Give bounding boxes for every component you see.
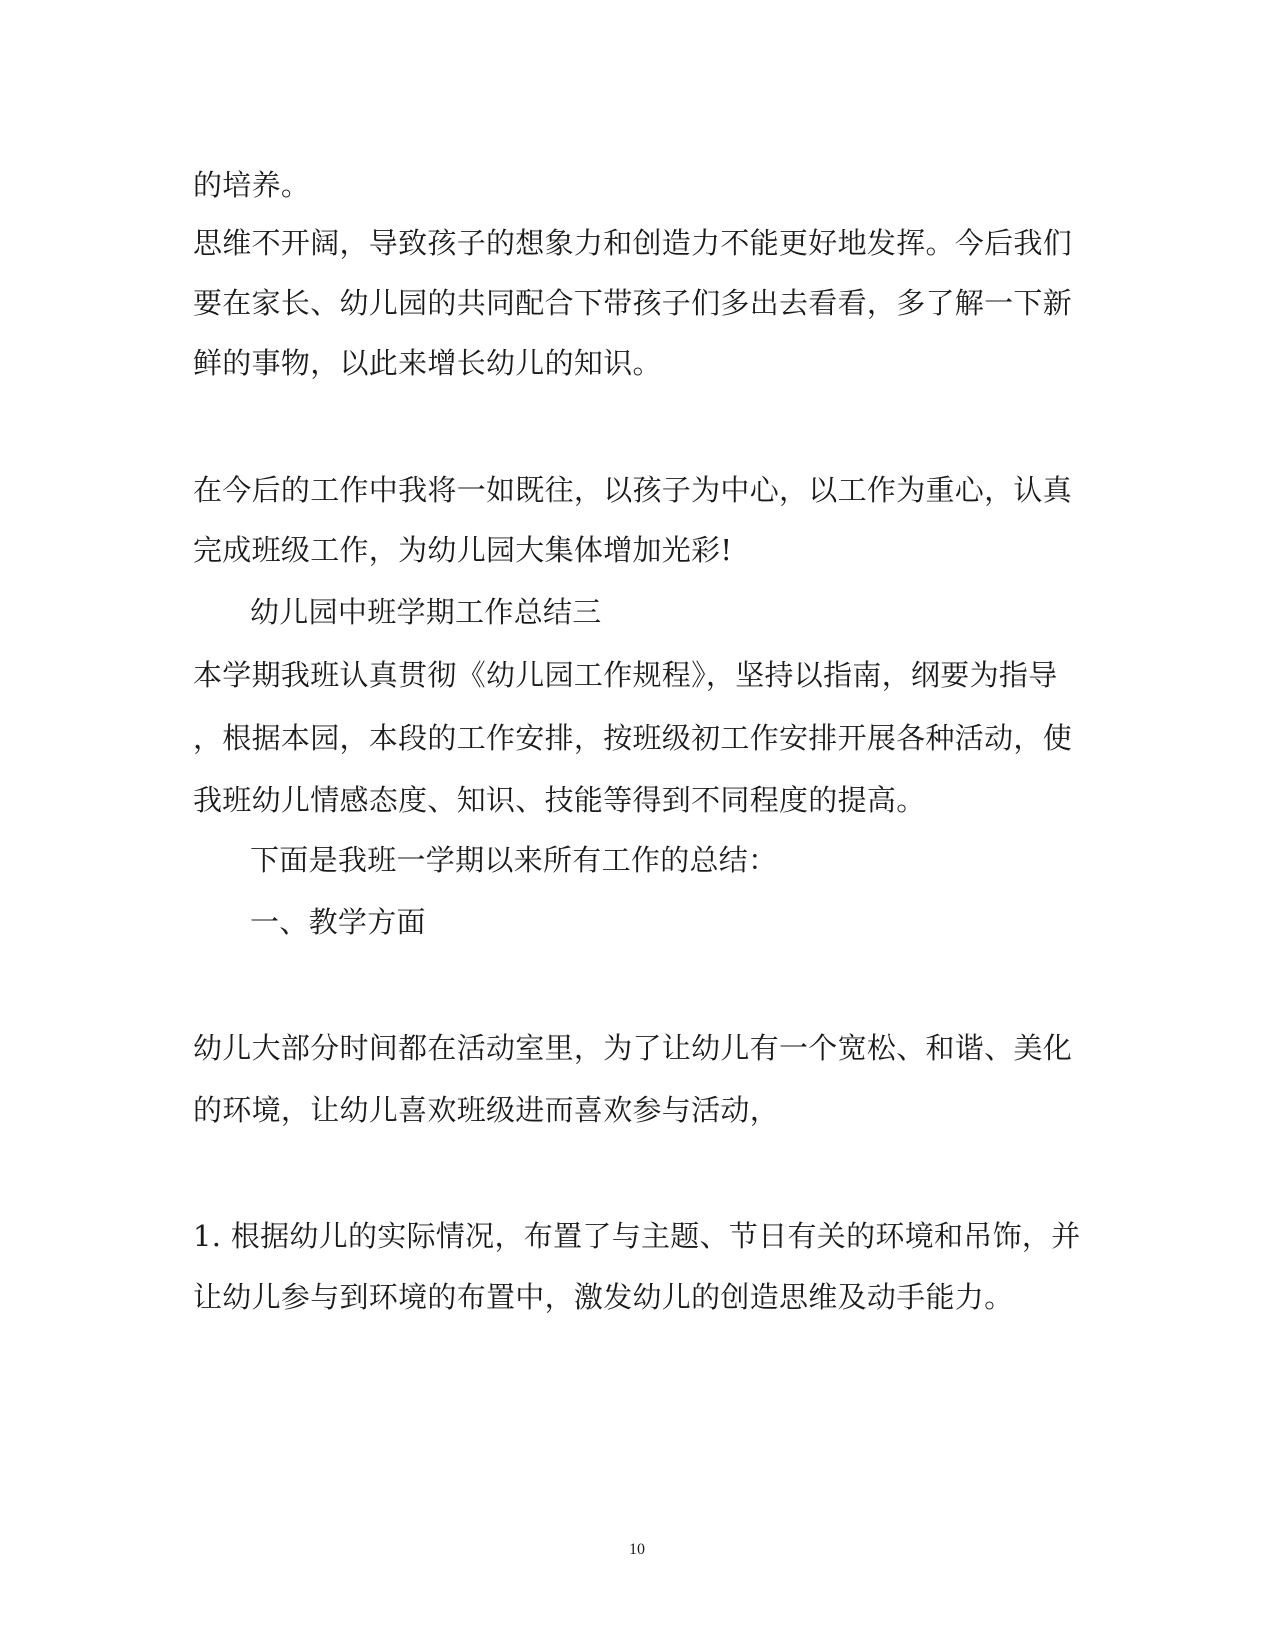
text-line: 我班幼儿情感态度、知识、技能等得到不同程度的提高。: [193, 783, 926, 817]
text-line: 的环境，让幼儿喜欢班级进而喜欢参与活动，: [193, 1093, 780, 1127]
text-line: 思维不开阔，导致孩子的想象力和创造力不能更好地发挥。今后我们: [193, 226, 1073, 260]
text-line: 的培养。: [193, 168, 311, 202]
text-line: ，根据本园，本段的工作安排，按班级初工作安排开展各种活动，使: [193, 721, 1073, 755]
text-line: 要在家长、幼儿园的共同配合下带孩子们多出去看看，多了解一下新: [193, 286, 1073, 320]
text-line: 在今后的工作中我将一如既往，以孩子为中心，以工作为重心，认真: [193, 473, 1073, 507]
section-heading: 幼儿园中班学期工作总结三: [250, 595, 602, 629]
list-item-text: 让幼儿参与到环境的布置中，激发幼儿的创造思维及动手能力。: [193, 1280, 1014, 1314]
text-line: 幼儿大部分时间都在活动室里，为了让幼儿有一个宽松、和谐、美化: [193, 1031, 1073, 1065]
text-line: 下面是我班一学期以来所有工作的总结：: [250, 843, 778, 877]
text-line: 完成班级工作，为幼儿园大集体增加光彩!: [193, 533, 733, 567]
list-item-text: 1. 根据幼儿的实际情况，布置了与主题、节日有关的环境和吊饰，并: [193, 1219, 1081, 1253]
page-number: 10: [629, 1541, 645, 1558]
text-line: 鲜的事物，以此来增长幼儿的知识。: [193, 346, 662, 380]
subsection-heading: 一、教学方面: [250, 905, 426, 939]
text-line: 本学期我班认真贯彻《幼儿园工作规程》，坚持以指南，纲要为指导: [193, 658, 1058, 692]
